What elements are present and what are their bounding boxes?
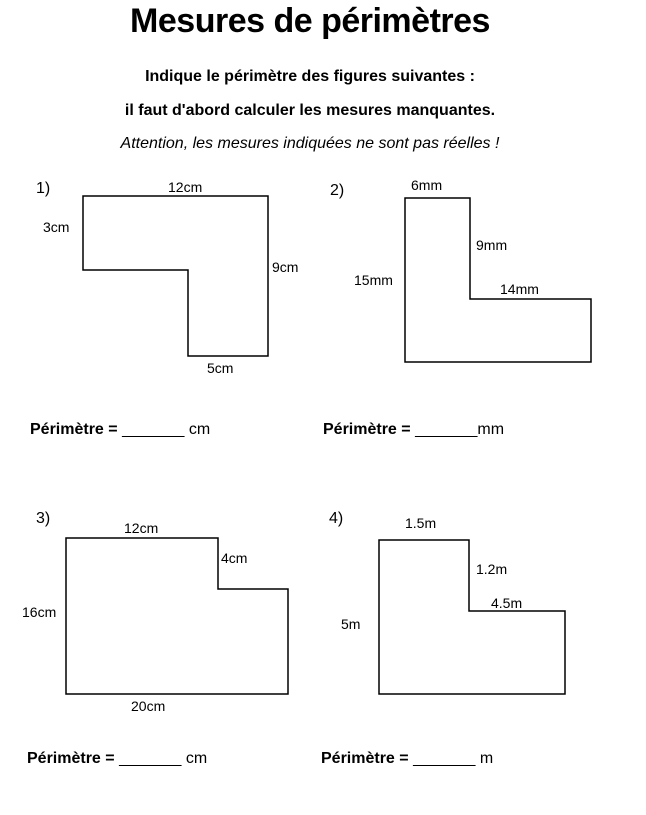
figure-4-left-label: 5m xyxy=(341,616,361,632)
figure-2-shape xyxy=(405,198,591,362)
perimeter-unit: mm xyxy=(477,421,505,438)
figure-4-shape xyxy=(379,540,565,694)
figure-4-perimeter xyxy=(321,750,493,768)
figure-4-number: 4) xyxy=(329,510,344,527)
figure-3-perimeter xyxy=(27,750,207,768)
perimeter-label: Périmètre = xyxy=(321,750,409,767)
figure-3-top-label: 12cm xyxy=(124,520,159,536)
perimeter-unit: m xyxy=(479,750,494,767)
figure-3-bottom-label: 20cm xyxy=(131,698,166,714)
perimeter-label: Périmètre = xyxy=(30,421,118,438)
perimeter-label: Périmètre = xyxy=(27,750,115,767)
instruction-line-3: Attention, les mesures indiquées ne sont pas réelles ! xyxy=(120,135,500,152)
figure-2-left-label: 15mm xyxy=(354,272,393,288)
perimeter-unit: cm xyxy=(188,421,211,438)
perimeter-blank[interactable]: _______ xyxy=(415,421,478,438)
figure-4-inner-horizontal-label: 4.5m xyxy=(491,595,523,611)
figure-2-top-label: 6mm xyxy=(411,177,443,193)
instruction-line-2: il faut d'abord calculer les mesures manquantes. xyxy=(124,102,496,119)
figure-1-bottom-label: 5cm xyxy=(207,360,234,376)
figure-1-perimeter xyxy=(30,421,210,439)
figure-1-top-label: 12cm xyxy=(168,179,203,195)
figure-2-inner-vertical-label: 9mm xyxy=(476,237,508,253)
figure-3-notch-label: 4cm xyxy=(221,550,248,566)
figure-3-shape xyxy=(66,538,288,694)
figure-3-number: 3) xyxy=(36,510,51,527)
figure-4-top-label: 1.5m xyxy=(405,515,437,531)
perimeter-blank[interactable]: _______ xyxy=(122,421,185,438)
figure-1-left-label: 3cm xyxy=(43,219,70,235)
perimeter-blank[interactable]: _______ xyxy=(413,750,476,767)
instruction-line-1: Indique le périmètre des figures suivantes : xyxy=(145,68,475,85)
figure-1-shape xyxy=(83,196,268,356)
page-title: Mesures de périmètres xyxy=(130,2,490,40)
perimeter-label: Périmètre = xyxy=(323,421,411,438)
figure-3-left-label: 16cm xyxy=(22,604,57,620)
figure-4-inner-vertical-label: 1.2m xyxy=(476,561,508,577)
figure-2-inner-horizontal-label: 14mm xyxy=(500,281,539,297)
figure-1-right-label: 9cm xyxy=(272,259,299,275)
perimeter-blank[interactable]: _______ xyxy=(119,750,182,767)
figure-2-perimeter xyxy=(323,421,504,439)
figure-1-number: 1) xyxy=(36,180,51,197)
figure-2-number: 2) xyxy=(330,182,345,199)
perimeter-unit: cm xyxy=(185,750,208,767)
